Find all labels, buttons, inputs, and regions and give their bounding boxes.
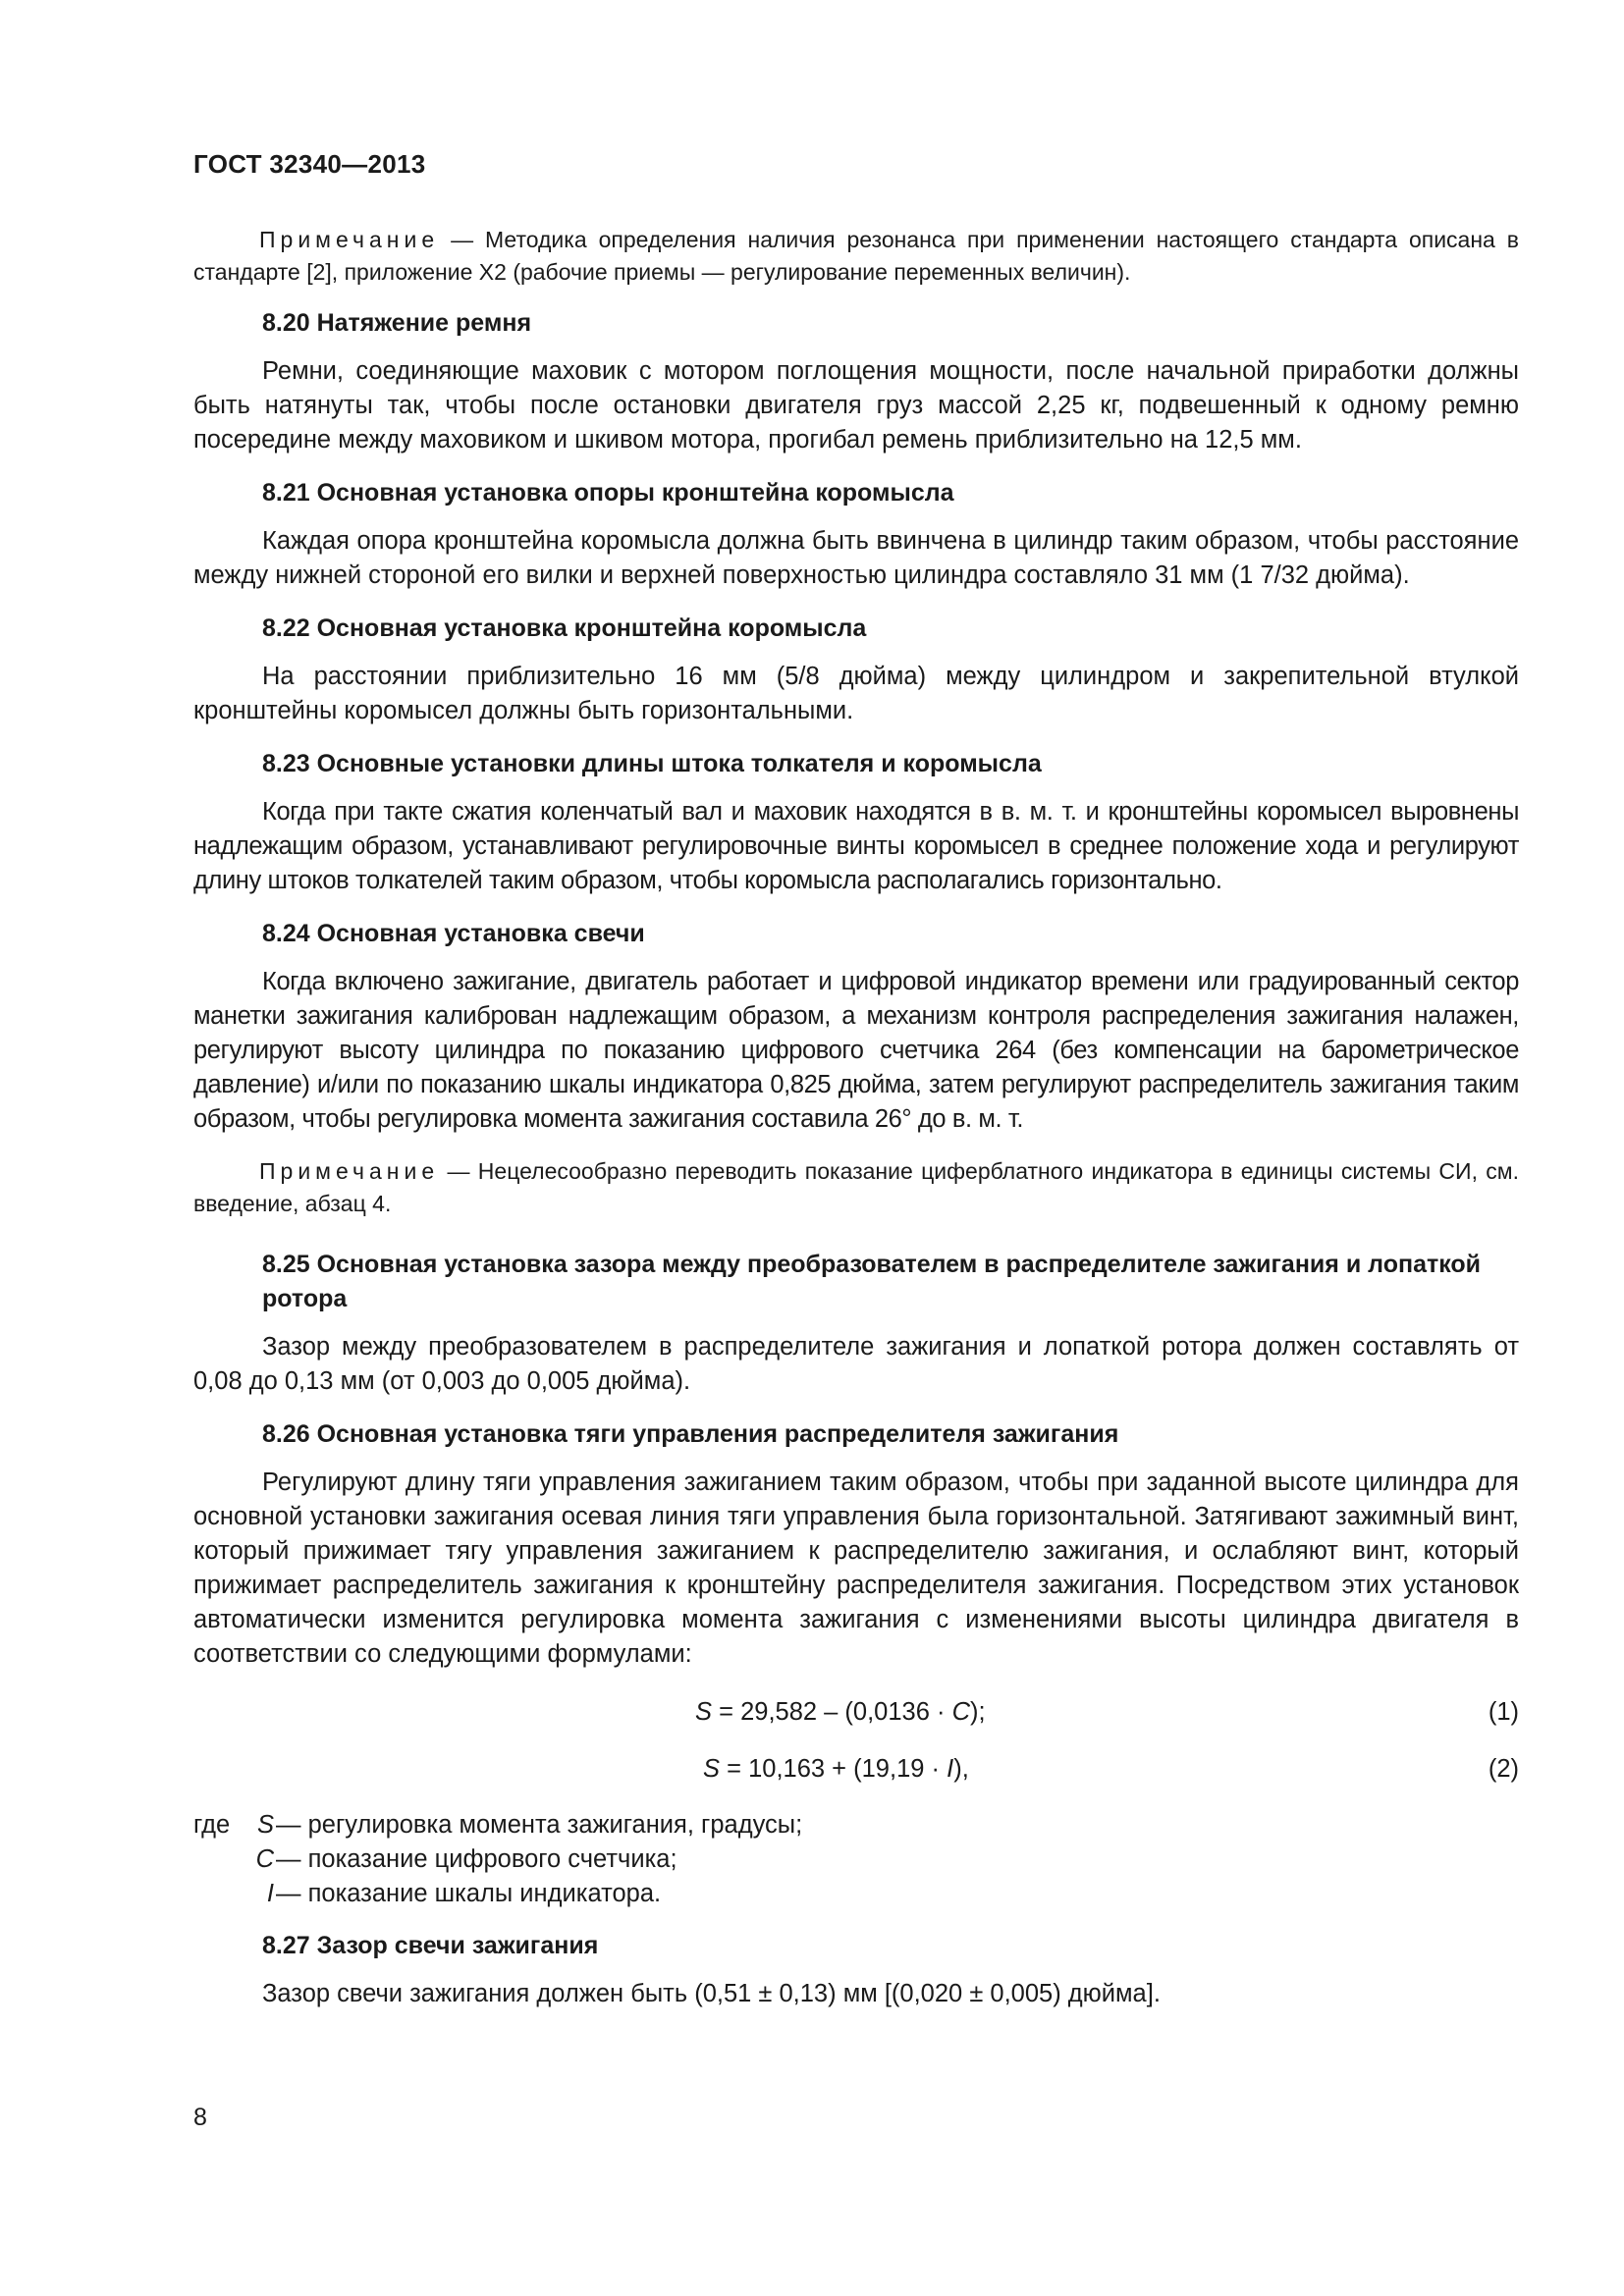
legend-row-i xyxy=(193,1877,1519,1911)
section-body-8-22: На расстоянии приблизительно 16 мм (5/8 дюйма) между цилиндром и закрепительной втулкой кронштейны коромысел должны быть горизонтальными. xyxy=(193,663,1519,724)
section-body-8-27: Зазор свечи зажигания должен быть (0,51 ± 0,13) мм [(0,020 ± 0,005) дюйма]. xyxy=(262,1980,1161,2007)
formula-2-tail: ), xyxy=(953,1755,969,1783)
formula-1 xyxy=(193,1690,1519,1734)
section-title-8-24: 8.24 Основная установка свечи xyxy=(262,920,645,947)
section-body-8-21: Каждая опора кронштейна коромысла должна быть ввинчена в цилиндр таким образом, чтобы расстояние между нижней стороной его вилки и верхней поверхностью цилиндра составляло 31 мм (1 7/32 дюйма). xyxy=(193,527,1519,589)
legend-text-s: — регулировка момента зажигания, градусы; xyxy=(276,1811,803,1839)
formula-2-lhs: S xyxy=(703,1755,721,1783)
formula-2-expression xyxy=(703,1747,969,1790)
section-body-8-25: Зазор между преобразователем в распределителе зажигания и лопаткой ротора должен составлять от 0,08 до 0,13 мм (от 0,003 до 0,005 дюйма). xyxy=(193,1333,1519,1395)
legend-text-i: — показание шкалы индикатора. xyxy=(276,1880,662,1907)
formula-2-number: (2) xyxy=(1488,1755,1519,1783)
note-paragraph xyxy=(193,224,1519,289)
formula-2-eq: = 10,163 + (19,19 · xyxy=(720,1755,947,1783)
section-title-8-22: 8.22 Основная установка кронштейна коромысла xyxy=(262,614,867,642)
formula-2-var: I xyxy=(947,1755,954,1783)
section-title-8-25: 8.25 Основная установка зазора между преобразователем в распределителе зажигания и лопаткой ротора xyxy=(262,1251,1482,1312)
page-number: 8 xyxy=(193,2104,207,2131)
section-title-8-26: 8.26 Основная установка тяги управления распределителя зажигания xyxy=(262,1420,1119,1448)
note-paragraph-2 xyxy=(193,1155,1519,1220)
legend-symbol-s: S xyxy=(256,1811,274,1839)
formula-1-lhs: S xyxy=(695,1698,713,1726)
section-title-8-23: 8.23 Основные установки длины штока толкателя и коромысла xyxy=(262,750,1042,777)
section-body-8-20: Ремни, соединяющие маховик с мотором поглощения мощности, после начальной приработки должны быть натянуты так, чтобы после остановки двигателя груз массой 2,25 кг, подвешенный к одному ремню посередине между маховиком и шкивом мотора, прогибал ремень приблизительно на 12,5 мм. xyxy=(193,357,1519,454)
formula-1-expression xyxy=(695,1690,986,1734)
note-text-2: — Нецелесообразно переводить показание циферблатного индикатора в единицы системы СИ, см. введение, абзац 4. xyxy=(193,1158,1519,1216)
page-content xyxy=(193,224,1519,2030)
section-title-8-20: 8.20 Натяжение ремня xyxy=(262,309,532,337)
legend-symbol-c: C xyxy=(255,1845,274,1873)
section-body-8-26: Регулируют длину тяги управления зажиганием таким образом, чтобы при заданной высоте цилиндра для основной установки зажигания осевая линия тяги управления была горизонтальной. Затягивают зажимный винт, который прижимает тягу управления зажиганием к распределителю зажигания, и ослабляют винт, который прижимает распределитель зажигания к кронштейну распределителя зажигания. Посредством этих установок автоматически изменится регулировка момента зажигания с изменениями высоты цилиндра двигателя в соответствии со следующими формулами: xyxy=(193,1468,1519,1668)
legend-text-c: — показание цифрового счетчика; xyxy=(276,1845,677,1873)
legend-row-s xyxy=(193,1808,1519,1842)
section-title-8-21: 8.21 Основная установка опоры кронштейна коромысла xyxy=(262,479,954,507)
formula-1-eq: = 29,582 – (0,0136 · xyxy=(712,1698,952,1726)
document-code-header: ГОСТ 32340—2013 xyxy=(193,149,426,179)
legend-symbol-i: I xyxy=(266,1880,274,1907)
note-label-2: Примечание xyxy=(259,1158,440,1184)
section-title-8-27: 8.27 Зазор свечи зажигания xyxy=(262,1932,599,1959)
formula-2 xyxy=(193,1747,1519,1790)
formula-legend xyxy=(193,1808,1519,1911)
formula-1-number: (1) xyxy=(1488,1698,1519,1726)
section-body-8-23: Когда при такте сжатия коленчатый вал и маховик находятся в в. м. т. и кронштейны коромысел выровнены надлежащим образом, устанавливают регулировочные винты коромысел в среднее положение хода и регулируют длину штоков толкателей таким образом, чтобы коромысла располагались горизонтально. xyxy=(193,798,1519,894)
legend-row-c xyxy=(193,1842,1519,1877)
note-label: Примечание xyxy=(259,227,440,252)
formula-1-tail: ); xyxy=(970,1698,986,1726)
formula-1-var: C xyxy=(951,1698,970,1726)
note-text: — Методика определения наличия резонанса при применении настоящего стандарта описана в стандарте [2], приложение X2 (рабочие приемы — регулирование переменных величин). xyxy=(193,227,1519,285)
section-body-8-24: Когда включено зажигание, двигатель работает и цифровой индикатор времени или градуированный сектор манетки зажигания калиброван надлежащим образом, а механизм контроля распределения зажигания налажен, регулируют высоту цилиндра по показанию цифрового счетчика 264 (без компенсации на барометрическое давление) и/или по показанию шкалы индикатора 0,825 дюйма, затем регулируют распределитель зажигания таким образом, чтобы регулировка момента зажигания составила 26° до в. м. т. xyxy=(193,968,1519,1133)
legend-where-label: где xyxy=(193,1811,231,1839)
